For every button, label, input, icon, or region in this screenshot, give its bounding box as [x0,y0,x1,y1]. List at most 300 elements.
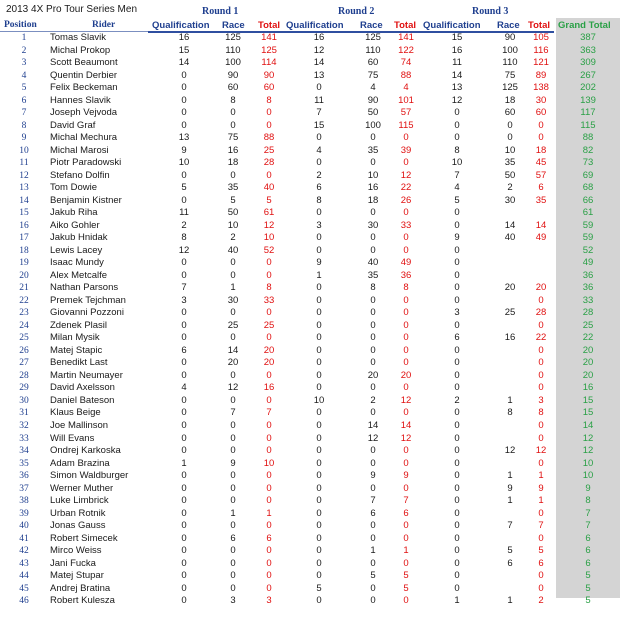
r1-race-cell: 0 [230,470,236,482]
grand-total-cell: 68 [582,182,594,194]
r2-race-cell: 90 [367,94,379,106]
table-row [0,32,620,45]
position-cell: 11 [19,158,29,169]
r1-total-cell: 0 [266,257,272,269]
r2-total-cell: 0 [403,445,409,457]
standings-table [0,32,620,608]
r2-race-cell: 5 [370,570,376,582]
r1-qualification-cell: 3 [181,294,187,306]
r1-total-header: Total [258,20,280,31]
r3-race-header: Race [497,20,520,31]
grand-total-cell: 267 [580,69,596,81]
grand-total-cell: 61 [582,207,594,219]
r1-total-cell: 5 [266,194,272,206]
r3-race-cell: 2 [507,182,513,194]
grand-total-cell: 59 [582,232,594,244]
r2-total-cell: 57 [400,107,412,119]
rider-name-cell: Jonas Gauss [50,520,106,532]
r1-race-cell: 110 [225,44,241,56]
r1-total-cell: 141 [261,32,277,43]
table-row [0,320,620,333]
round-2-heading: Round 2 [338,6,375,17]
r3-race-cell: 20 [504,282,516,294]
r3-race-cell: 90 [504,32,516,43]
r2-qualification-cell: 0 [316,82,322,94]
r1-total-cell: 16 [263,382,275,394]
position-cell: 29 [19,383,29,394]
r1-race-cell: 9 [230,457,236,469]
position-cell: 10 [19,145,29,156]
r1-race-cell: 75 [227,132,239,144]
r3-qualification-cell: 0 [454,119,460,131]
rider-name-cell: Tomas Slavik [50,32,106,43]
r3-qualification-cell: 0 [454,244,460,256]
rider-name-cell: Jakub Hnidak [50,232,108,244]
r2-total-cell: 0 [403,407,409,419]
table-row [0,433,620,446]
r3-qualification-cell: 0 [454,319,460,331]
r2-race-cell: 110 [365,44,381,56]
rider-name-cell: Michal Marosi [50,144,109,156]
r1-race-cell: 12 [227,382,239,394]
table-row [0,595,620,608]
r2-race-cell: 0 [370,557,376,569]
r3-qualification-cell: 9 [454,232,460,244]
r3-race-cell: 14 [504,219,516,231]
r3-race-cell: 8 [507,407,513,419]
r3-total-cell: 45 [535,157,547,169]
table-row [0,420,620,433]
r1-race-cell: 3 [230,595,236,607]
table-row [0,558,620,571]
r3-qualification-cell: 0 [454,545,460,557]
r2-race-cell: 0 [370,332,376,344]
r3-total-cell: 138 [533,82,549,94]
position-cell: 32 [19,420,29,431]
r3-total-cell: 0 [538,319,544,331]
r2-total-cell: 0 [403,557,409,569]
r2-race-cell: 6 [370,507,376,519]
r2-total-cell: 0 [403,332,409,344]
rider-name-cell: Benjamin Kistner [50,194,122,206]
r2-total-cell: 36 [400,269,412,281]
r2-qualification-cell: 16 [313,32,325,43]
r2-total-cell: 14 [400,419,412,431]
r1-total-cell: 60 [263,82,275,94]
r1-race-cell: 0 [230,495,236,507]
position-cell: 43 [19,558,29,569]
rider-name-cell: Michal Prokop [50,44,111,56]
r2-qualification-cell: 0 [316,445,322,457]
r1-qualification-cell: 0 [181,545,187,557]
r1-total-cell: 0 [266,107,272,119]
r1-total-cell: 0 [266,119,272,131]
r3-total-cell: 105 [533,32,549,43]
r2-total-cell: 0 [403,294,409,306]
r3-race-cell: 30 [504,194,516,206]
r2-qualification-cell: 0 [316,294,322,306]
grand-total-cell: 88 [582,132,594,144]
r2-total-cell: 22 [400,182,412,194]
r1-total-cell: 0 [266,557,272,569]
grand-total-cell: 73 [582,157,594,169]
r1-total-cell: 0 [266,332,272,344]
r2-qualification-cell: 12 [313,44,325,56]
r2-total-cell: 0 [403,482,409,494]
position-cell: 3 [21,58,27,69]
table-row [0,245,620,258]
r2-race-cell: 0 [370,382,376,394]
grand-total-cell: 5 [585,582,591,594]
r1-race-cell: 0 [230,432,236,444]
position-cell: 20 [19,270,29,281]
r1-total-cell: 0 [266,419,272,431]
r2-qualification-cell: 0 [316,407,322,419]
r1-race-header: Race [222,20,245,31]
r2-total-cell: 0 [403,357,409,369]
grand-total-cell: 36 [582,282,594,294]
r1-race-cell: 8 [230,94,236,106]
grand-total-cell: 139 [580,94,596,106]
table-row [0,120,620,133]
r2-race-cell: 20 [367,369,379,381]
r1-qualification-cell: 0 [181,307,187,319]
grand-total-cell: 6 [585,545,591,557]
position-cell: 27 [19,358,29,369]
r1-qualification-cell: 0 [181,482,187,494]
r3-qualification-cell: 0 [454,482,460,494]
grand-total-cell: 20 [582,357,594,369]
position-cell: 12 [19,170,29,181]
r1-qualification-cell: 0 [181,419,187,431]
r2-race-cell: 9 [370,470,376,482]
table-row [0,232,620,245]
r1-total-cell: 0 [266,582,272,594]
r3-total-cell: 8 [538,407,544,419]
position-cell: 35 [19,458,29,469]
rider-name-cell: Urban Rotnik [50,507,106,519]
position-cell: 4 [21,70,27,81]
r2-qualification-cell: 0 [316,507,322,519]
r1-total-cell: 8 [266,282,272,294]
r1-qualification-cell: 0 [181,570,187,582]
r3-total-cell: 6 [538,182,544,194]
position-cell: 15 [19,208,29,219]
r2-race-cell: 60 [367,57,379,69]
r3-qualification-cell: 0 [454,445,460,457]
r1-race-cell: 10 [227,219,239,231]
position-cell: 39 [19,508,29,519]
r2-race-cell: 0 [370,319,376,331]
r2-qualification-cell: 0 [316,344,322,356]
rider-name-cell: Zdenek Plasil [50,319,108,331]
r1-total-cell: 3 [266,595,272,607]
r1-race-cell: 16 [227,144,239,156]
r3-total-cell: 0 [538,294,544,306]
position-cell: 38 [19,496,29,507]
rider-name-cell: Andrej Bratina [50,582,111,594]
r3-race-cell: 12 [504,445,516,457]
r3-qualification-cell: 16 [451,44,463,56]
r3-total-cell: 0 [538,457,544,469]
r2-race-cell: 0 [370,357,376,369]
r3-race-cell: 35 [504,157,516,169]
r3-race-cell: 125 [502,82,518,94]
r2-total-cell: 1 [403,545,409,557]
r3-race-cell: 75 [504,69,516,81]
position-cell: 2 [21,45,27,56]
table-row [0,520,620,533]
r2-total-cell: 115 [398,119,414,131]
table-row [0,357,620,370]
table-row [0,195,620,208]
rider-name-cell: Simon Waldburger [50,470,129,482]
r2-total-cell: 49 [400,257,412,269]
r1-race-cell: 0 [230,482,236,494]
r2-race-cell: 8 [370,282,376,294]
r3-qualification-cell: 12 [451,94,463,106]
r1-qualification-cell: 0 [181,394,187,406]
position-cell: 24 [19,320,29,331]
r1-qualification-cell: 12 [178,244,190,256]
r2-qualification-cell: 4 [316,144,322,156]
r3-total-cell: 28 [535,307,547,319]
r1-race-cell: 6 [230,532,236,544]
r3-race-cell: 0 [507,132,513,144]
r1-total-cell: 40 [263,182,275,194]
table-row [0,107,620,120]
table-row [0,508,620,521]
table-row [0,545,620,558]
r2-qualification-cell: 0 [316,520,322,532]
r2-race-cell: 50 [367,107,379,119]
r3-total-cell: 9 [538,482,544,494]
r1-race-cell: 0 [230,332,236,344]
position-cell: 7 [21,108,27,119]
r2-qualification-cell: 1 [316,269,322,281]
r2-qualification-cell: 0 [316,482,322,494]
r2-qualification-cell: 0 [316,545,322,557]
r2-race-header: Race [360,20,383,31]
r1-qualification-cell: 13 [178,132,190,144]
table-row [0,132,620,145]
r1-race-cell: 125 [225,32,241,43]
position-cell: 13 [19,183,29,194]
grand-total-header: Grand Total [558,20,611,31]
position-cell: 1 [21,33,27,43]
r1-race-cell: 1 [230,507,236,519]
r3-total-cell: 116 [533,44,549,56]
table-row [0,220,620,233]
r2-qualification-cell: 0 [316,457,322,469]
grand-total-cell: 115 [580,119,596,131]
r1-qualification-cell: 9 [181,144,187,156]
position-cell: 23 [19,308,29,319]
r2-total-cell: 0 [403,595,409,607]
table-row [0,483,620,496]
r3-race-cell: 60 [504,107,516,119]
r3-qualification-cell: 14 [451,69,463,81]
grand-total-cell: 12 [582,445,594,457]
r2-qualification-cell: 7 [316,107,322,119]
r3-qualification-cell: 1 [454,595,460,607]
r1-qualification-cell: 2 [181,219,187,231]
grand-total-cell: 59 [582,219,594,231]
r2-total-cell: 101 [398,94,414,106]
r1-race-cell: 0 [230,419,236,431]
r1-qualification-cell: 0 [181,507,187,519]
position-cell: 30 [19,395,29,406]
r1-qualification-cell: 10 [178,157,190,169]
rider-name-cell: Adam Brazina [50,457,110,469]
r1-race-cell: 0 [230,545,236,557]
r3-total-cell: 1 [538,470,544,482]
grand-total-cell: 117 [580,107,596,119]
r1-total-cell: 20 [263,357,275,369]
r1-total-cell: 0 [266,307,272,319]
r1-qualification-cell: 0 [181,194,187,206]
r1-total-cell: 28 [263,157,275,169]
r1-total-cell: 7 [266,407,272,419]
page-title: 2013 4X Pro Tour Series Men [6,4,138,15]
r2-total-cell: 12 [400,169,412,181]
r1-qualification-cell: 0 [181,169,187,181]
r1-total-cell: 10 [263,457,275,469]
r3-total-cell: 0 [538,432,544,444]
r2-qualification-cell: 0 [316,369,322,381]
rider-name-cell: Martin Neumayer [50,369,123,381]
grand-total-cell: 22 [582,332,594,344]
grand-total-cell: 6 [585,532,591,544]
table-row [0,495,620,508]
r2-total-cell: 20 [400,369,412,381]
r3-race-cell: 1 [507,595,513,607]
r1-race-cell: 0 [230,557,236,569]
r2-qualification-cell: 0 [316,319,322,331]
rider-name-cell: Werner Muther [50,482,114,494]
r2-race-cell: 0 [370,532,376,544]
position-cell: 6 [21,95,27,106]
grand-total-cell: 28 [582,307,594,319]
r3-total-cell: 121 [533,57,549,69]
r1-qualification-cell: 5 [181,182,187,194]
r1-qualification-cell: 1 [181,457,187,469]
r2-total-cell: 88 [400,69,412,81]
position-cell: 44 [19,571,29,582]
r3-race-cell: 110 [502,57,518,69]
r3-total-cell: 89 [535,69,547,81]
r2-total-cell: 26 [400,194,412,206]
position-cell: 9 [21,133,27,144]
position-cell: 18 [19,245,29,256]
r2-qualification-cell: 9 [316,257,322,269]
grand-total-cell: 9 [585,482,591,494]
r2-race-cell: 0 [370,445,376,457]
r2-total-cell: 6 [403,507,409,519]
table-row [0,170,620,183]
r3-total-cell: 57 [535,169,547,181]
r2-race-cell: 0 [370,482,376,494]
r3-qualification-cell: 0 [454,557,460,569]
r1-qualification-cell: 15 [178,44,190,56]
r3-total-cell: 60 [535,107,547,119]
r2-total-cell: 74 [400,57,412,69]
r3-qualification-cell: 15 [451,32,463,43]
r1-race-cell: 2 [230,232,236,244]
grand-total-cell: 7 [585,507,591,519]
r2-race-cell: 7 [370,495,376,507]
table-row [0,270,620,283]
r2-race-cell: 0 [370,132,376,144]
r2-race-cell: 0 [370,407,376,419]
r3-qualification-cell: 6 [454,332,460,344]
grand-total-cell: 16 [582,382,594,394]
r1-qualification-cell: 0 [181,582,187,594]
r2-qualification-cell: 10 [313,394,325,406]
r3-qualification-cell: 0 [454,457,460,469]
r2-qualification-cell: 0 [316,382,322,394]
r1-total-cell: 0 [266,269,272,281]
r1-qualification-cell: 0 [181,82,187,94]
r1-race-cell: 25 [227,319,239,331]
table-row [0,382,620,395]
r1-race-cell: 0 [230,307,236,319]
r2-qualification-cell: 0 [316,332,322,344]
r1-total-cell: 52 [263,244,275,256]
r2-qualification-cell: 0 [316,244,322,256]
rider-name-cell: Lewis Lacey [50,244,103,256]
r3-qualification-cell: 0 [454,407,460,419]
r2-race-cell: 0 [370,307,376,319]
r3-qualification-cell: 5 [454,194,460,206]
r1-race-cell: 0 [230,169,236,181]
r2-qualification-cell: 0 [316,432,322,444]
r2-total-cell: 141 [398,32,414,43]
r2-qualification-cell: 0 [316,232,322,244]
r2-qualification-cell: 6 [316,182,322,194]
r1-qualification-cell: 0 [181,69,187,81]
table-row [0,533,620,546]
r1-race-cell: 0 [230,369,236,381]
r2-total-cell: 0 [403,244,409,256]
rider-name-cell: Premek Tejchman [50,294,126,306]
rider-name-cell: Will Evans [50,432,95,444]
position-cell: 5 [21,83,27,94]
r2-race-cell: 4 [370,82,376,94]
r3-total-cell: 2 [538,595,544,607]
r1-race-cell: 14 [227,344,239,356]
r2-qualification-cell: 0 [316,595,322,607]
rider-name-cell: Hannes Slavik [50,94,111,106]
r3-total-cell: 35 [535,194,547,206]
grand-total-cell: 10 [582,470,594,482]
r3-race-cell: 18 [504,94,516,106]
r3-qualification-cell: 11 [452,57,462,69]
r1-qualification-cell: 0 [181,369,187,381]
r2-qualification-cell: 13 [313,69,325,81]
r2-qualification-cell: 0 [316,207,322,219]
r1-race-cell: 0 [230,520,236,532]
grand-total-cell: 33 [582,294,594,306]
rider-name-cell: Daniel Bateson [50,394,115,406]
position-cell: 25 [19,333,29,344]
r3-race-cell: 40 [504,232,516,244]
r1-total-cell: 33 [263,294,275,306]
grand-total-cell: 363 [580,44,596,56]
r1-total-cell: 12 [263,219,275,231]
r2-total-cell: 122 [398,44,414,56]
r3-race-cell: 9 [507,482,513,494]
